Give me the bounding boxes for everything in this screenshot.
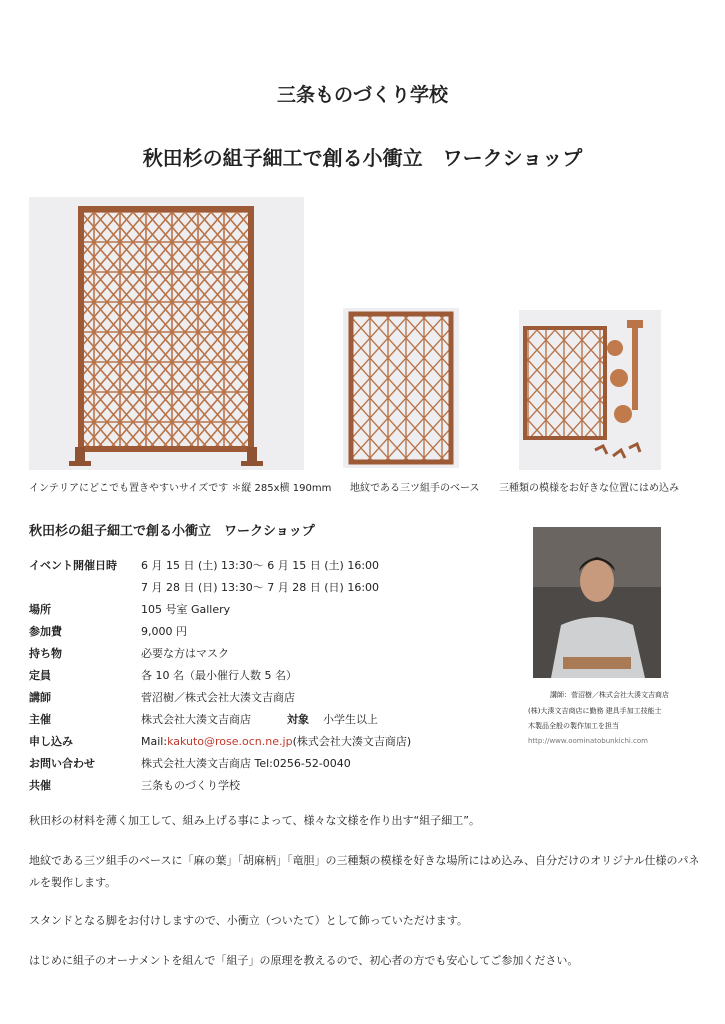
instructor-portrait <box>533 527 661 678</box>
info-label: 参加費 <box>29 625 62 638</box>
kumiko-kit-illustration <box>519 310 661 470</box>
info-value: 各 10 名（最小催行人数 5 名） <box>141 669 297 682</box>
instructor-portrait-illustration <box>533 527 661 678</box>
photo-caption-base: 地紋である三ツ組手のベース <box>350 483 480 494</box>
description-paragraph-3: スタンドとなる脚をお付けしますので、小衝立（ついたて）として飾っていただけます。 <box>29 914 468 927</box>
mail-suffix: (株式会社大湊文吉商店) <box>292 735 412 748</box>
info-label: お問い合わせ <box>29 757 95 770</box>
application-contact <box>141 734 411 750</box>
description-paragraph-1: 秋田杉の材料を薄く加工して、組み上げる事によって、様々な文様を作り出す“組子細工”。 <box>29 814 480 827</box>
target-label: 対象 <box>287 713 309 726</box>
instructor-caption-role: 木製品全般の製作加工を担当 <box>528 722 619 730</box>
school-name: 三条ものづくり学校 <box>276 84 448 106</box>
photo-large-screen <box>29 197 304 470</box>
info-label: 主催 <box>29 713 51 726</box>
info-value: 105 号室 Gallery <box>141 603 231 616</box>
info-label: 場所 <box>29 603 51 616</box>
info-label: イベント開催日時 <box>29 559 117 572</box>
event-heading: 秋田杉の組子細工で創る小衝立 ワークショップ <box>29 524 315 539</box>
info-value: 必要な方はマスク <box>141 647 229 660</box>
info-label: 定員 <box>29 669 51 682</box>
info-value: 菅沼樹／株式会社大湊文吉商店 <box>141 691 295 704</box>
description-paragraph-4: はじめに組子のオーナメントを組んで「組子」の原理を教えるので、初心者の方でも安心してご参加ください。 <box>29 954 579 967</box>
target-value: 小学生以上 <box>323 713 378 726</box>
info-value: 6 月 15 日 (土) 13:30～ 6 月 15 日 (土) 16:00 <box>141 559 380 572</box>
info-value: 7 月 28 日 (日) 13:30～ 7 月 28 日 (日) 16:00 <box>141 581 380 594</box>
kumiko-screen-base-illustration <box>343 308 459 468</box>
info-value: 9,000 円 <box>141 625 187 638</box>
description-paragraph-2: 地紋である三ツ組手のベースに「麻の葉」「胡麻柄」「竜胆」の三種類の模様を好きな場所にはめ込み、自分だけのオリジナル仕様のパネルを製作します。 <box>29 854 700 889</box>
info-value: 株式会社大湊文吉商店 <box>141 713 251 726</box>
info-label: 共催 <box>29 779 51 792</box>
photo-base-screen <box>343 308 459 468</box>
photo-kit-parts <box>519 310 661 470</box>
instructor-caption-name: 講師：菅沼樹／株式会社大湊文吉商店 <box>550 691 669 699</box>
info-label: 持ち物 <box>29 647 62 660</box>
info-value: 株式会社大湊文吉商店 Tel:0256-52-0040 <box>141 757 351 770</box>
info-label: 申し込み <box>29 735 73 748</box>
info-label: 講師 <box>29 691 51 704</box>
instructor-website-link[interactable]: http://www.oominatobunkichi.com <box>528 737 649 745</box>
instructor-caption-job: (株)大湊文吉商店に勤務 建具手加工技能士 <box>528 707 662 715</box>
kumiko-screen-large-illustration <box>29 197 304 470</box>
photo-caption-patterns: 三種類の模様をお好きな位置にはめ込み <box>499 483 679 494</box>
mail-link[interactable]: kakuto@rose.ocn.ne.jp <box>167 735 293 748</box>
photo-caption-size: インテリアにどこでも置きやすいサイズです ＊縦 285x横 190mm <box>29 483 332 494</box>
page-title: 秋田杉の組子細工で創る小衝立 ワークショップ <box>142 146 583 170</box>
info-value: 三条ものづくり学校 <box>141 779 240 792</box>
mail-prefix: Mail: <box>141 735 168 748</box>
